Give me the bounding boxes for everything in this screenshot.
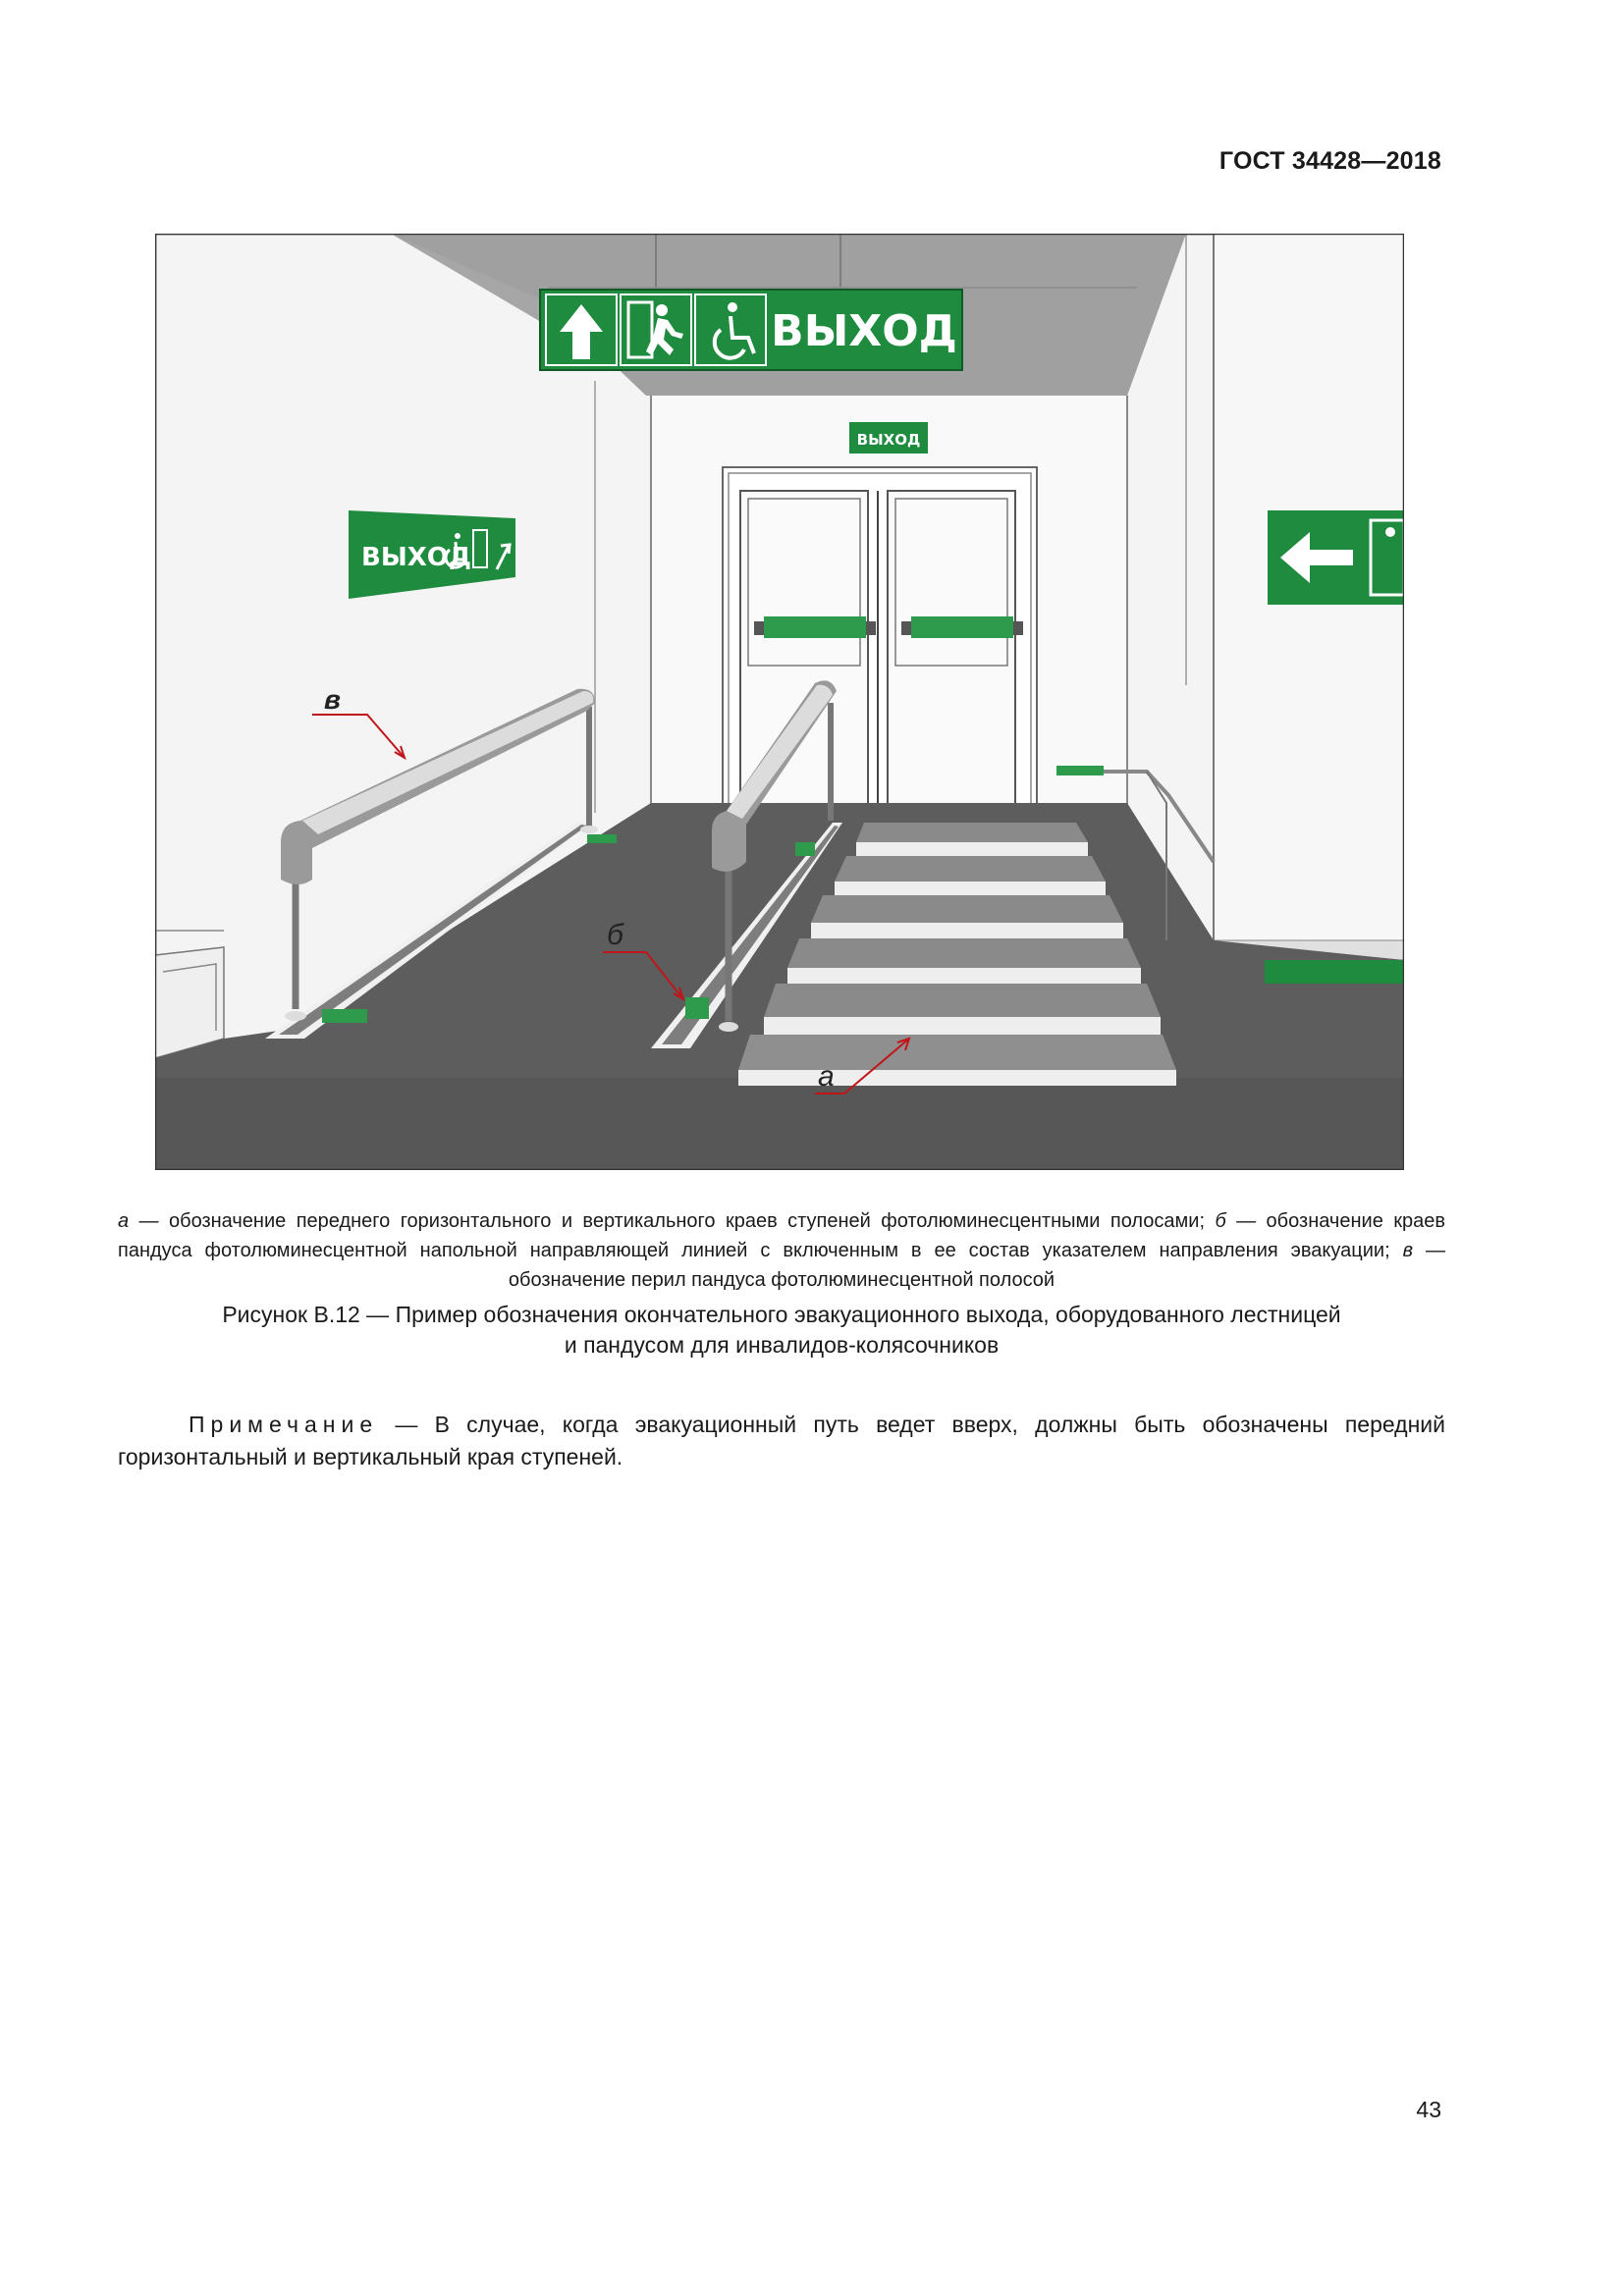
center-ramp-arrow-marker [685,997,709,1019]
figure-caption [118,1300,1445,1361]
legend-key-v: в [1402,1240,1414,1261]
note-paragraph [118,1409,1445,1473]
figure-illustration [155,234,1404,1170]
callout-v-label: в [324,684,341,715]
door-panic-bar-right [911,616,1013,638]
stair-edge-strip [738,1070,1176,1086]
door-exit-sign-text: ВЫХОД [856,431,921,449]
left-wall-exit-sign-text: ВЫХОД [361,543,472,572]
figure-legend [118,1206,1445,1295]
legend-text-a: — обозначение переднего горизонтального и вертикального краев ступеней фотолюминесцентными полосами; [129,1210,1216,1232]
legend-key-a: а [118,1210,130,1232]
note-label: Примечание [189,1412,379,1437]
callout-a-label: а [818,1060,835,1093]
right-sign-running-person-icon [1385,527,1395,537]
figure-caption-line-1: Рисунок В.12 — Пример обозначения окончательного эвакуационного выхода, оборудованного лестницей [222,1302,1341,1327]
main-exit-sign-text: ВЫХОД [771,306,957,356]
callout-b-label: б [607,919,623,951]
legend-key-b: б [1215,1210,1226,1232]
legend-text-v: — обозначение перил пандуса фотолюминесцентной полосой [508,1240,1445,1291]
document-code: ГОСТ 34428—2018 [1218,147,1441,175]
figure-caption-line-2: и пандусом для инвалидов-колясочников [564,1332,1000,1358]
door-panic-bar-left [764,616,866,638]
note-text: — В случае, когда эвакуационный путь ведет вверх, должны быть обозначены передний горизонтальный и вертикальный края ступеней. [118,1412,1445,1469]
page-number: 43 [1416,2097,1441,2122]
legend-text-b: — обозначение краев пандуса фотолюминесцентной напольной направляющей линией с включенным в ее состав указателем направления эвакуации; [118,1210,1445,1261]
right-wall-low-sign [1265,960,1404,984]
